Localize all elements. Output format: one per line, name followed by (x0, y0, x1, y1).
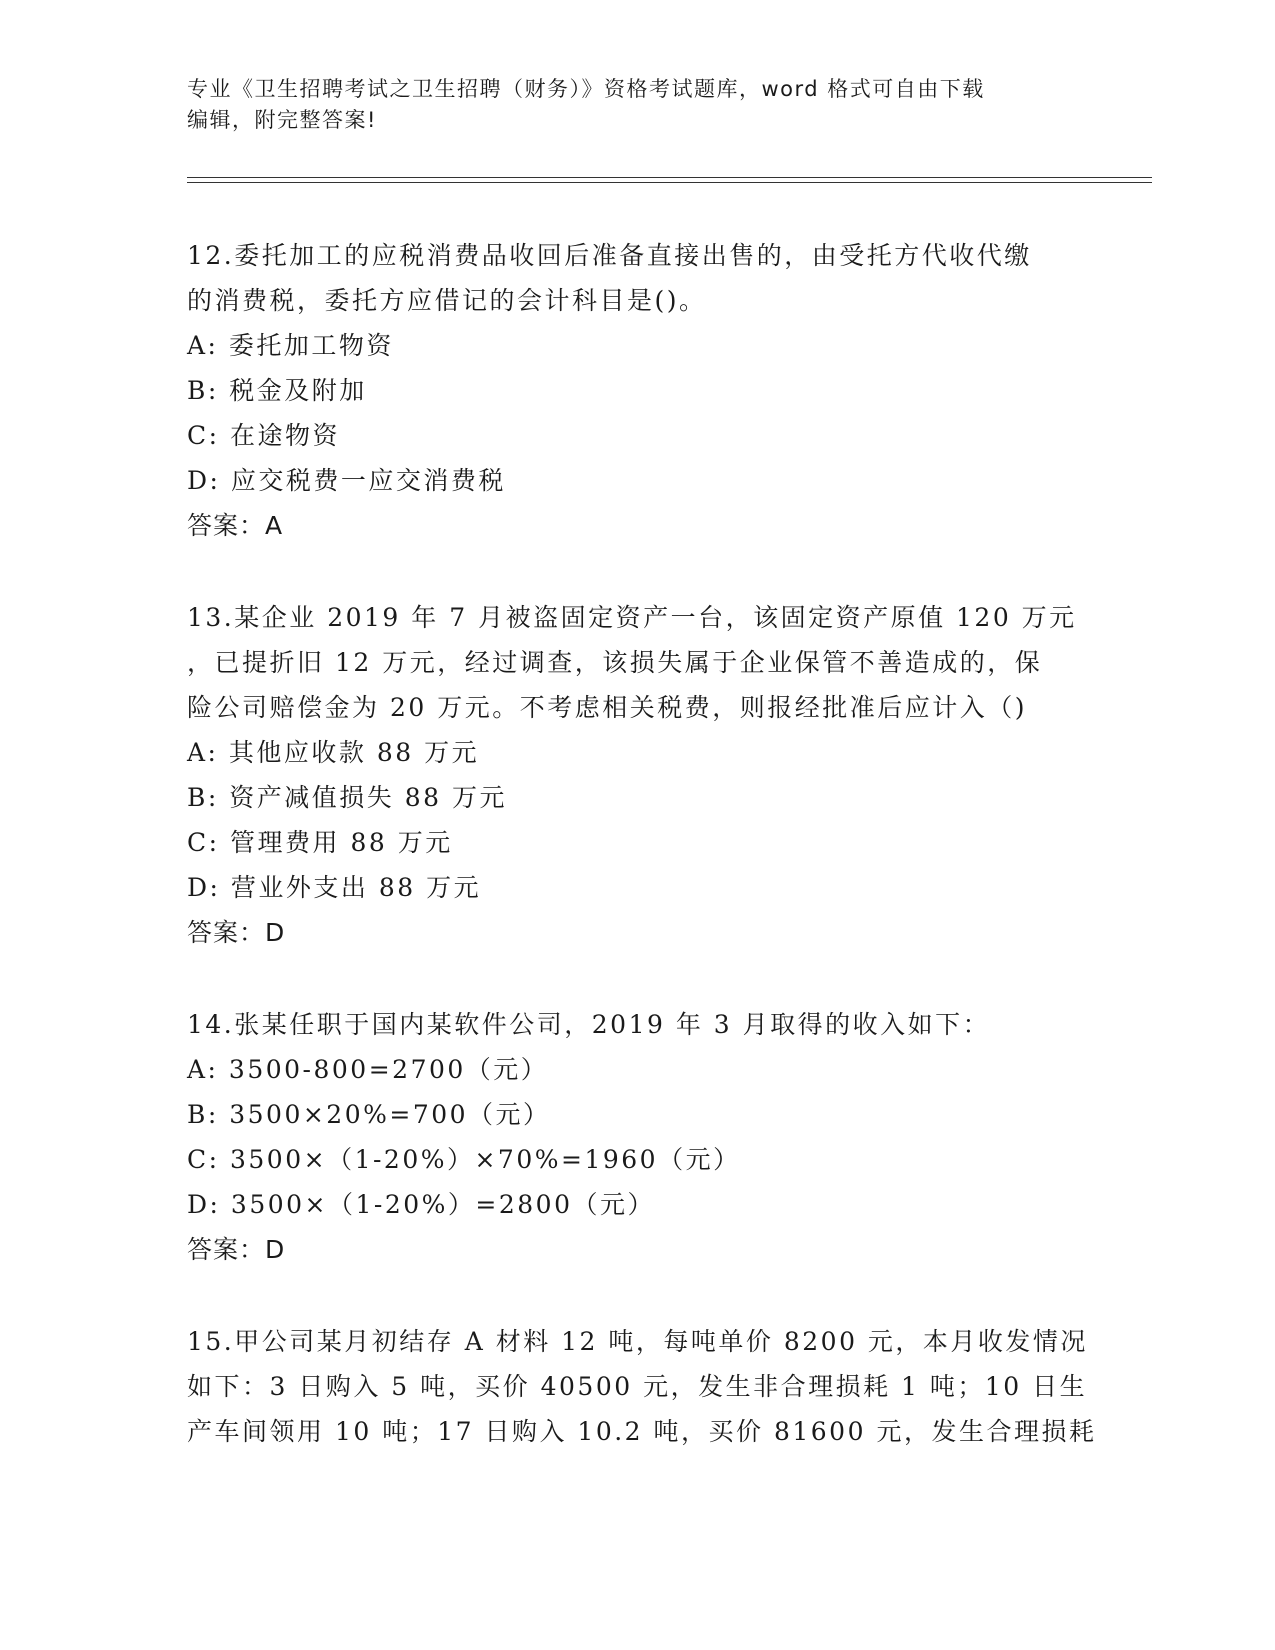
document-header (187, 74, 1067, 136)
option-d: D: 3500×（1-20%）=2800（元） (187, 1190, 655, 1219)
question-stem-line: ，已提折旧 12 万元，经过调查，该损失属于企业保管不善造成的，保 (187, 648, 1043, 677)
header-divider-top (187, 177, 1152, 178)
option-a: A: 其他应收款 88 万元 (187, 738, 480, 767)
question-stem-line: 产车间领用 10 吨；17 日购入 10.2 吨，买价 81600 元，发生合理损耗 (187, 1417, 1097, 1446)
question-stem-line: 13.某企业 2019 年 7 月被盗固定资产一台，该固定资产原值 120 万元 (187, 603, 1077, 632)
option-b: B: 税金及附加 (187, 376, 367, 405)
option-c: C: 在途物资 (187, 421, 340, 450)
header-intro-line-1: 专业《卫生招聘考试之卫生招聘（财务）》资格考试题库，word 格式可自由下载 (187, 77, 985, 101)
question-stem-line: 15.甲公司某月初结存 A 材料 12 吨，每吨单价 8200 元，本月收发情况 (187, 1327, 1088, 1356)
question-15 (187, 1319, 1097, 1454)
header-divider-bottom (187, 182, 1152, 183)
question-13 (187, 595, 1077, 955)
option-c: C: 管理费用 88 万元 (187, 828, 453, 857)
option-c: C: 3500×（1-20%）×70%=1960（元） (187, 1145, 741, 1174)
header-intro-line-2: 编辑，附完整答案! (187, 108, 377, 132)
option-b: B: 资产减值损失 88 万元 (187, 783, 507, 812)
option-a: A: 委托加工物资 (187, 331, 394, 360)
question-stem-line: 12.委托加工的应税消费品收回后准备直接出售的，由受托方代收代缴 (187, 241, 1032, 270)
question-12 (187, 233, 1072, 548)
option-d: D: 应交税费一应交消费税 (187, 466, 506, 495)
option-b: B: 3500×20%=700（元） (187, 1100, 551, 1129)
question-list (187, 233, 1097, 1501)
question-stem-line: 如下：3 日购入 5 吨，买价 40500 元，发生非合理损耗 1 吨；10 日生 (187, 1372, 1088, 1401)
option-d: D: 营业外支出 88 万元 (187, 873, 482, 902)
answer-label: 答案：D (187, 1235, 286, 1264)
answer-label: 答案：A (187, 511, 284, 540)
question-stem-line: 险公司赔偿金为 20 万元。不考虑相关税费，则报经批准后应计入（) (187, 693, 1027, 722)
question-stem-line: 的消费税，委托方应借记的会计科目是()。 (187, 286, 707, 315)
option-a: A: 3500-800=2700（元） (187, 1055, 549, 1084)
answer-label: 答案：D (187, 918, 286, 947)
question-14 (187, 1002, 1072, 1272)
question-stem-line: 14.张某任职于国内某软件公司，2019 年 3 月取得的收入如下： (187, 1010, 991, 1039)
